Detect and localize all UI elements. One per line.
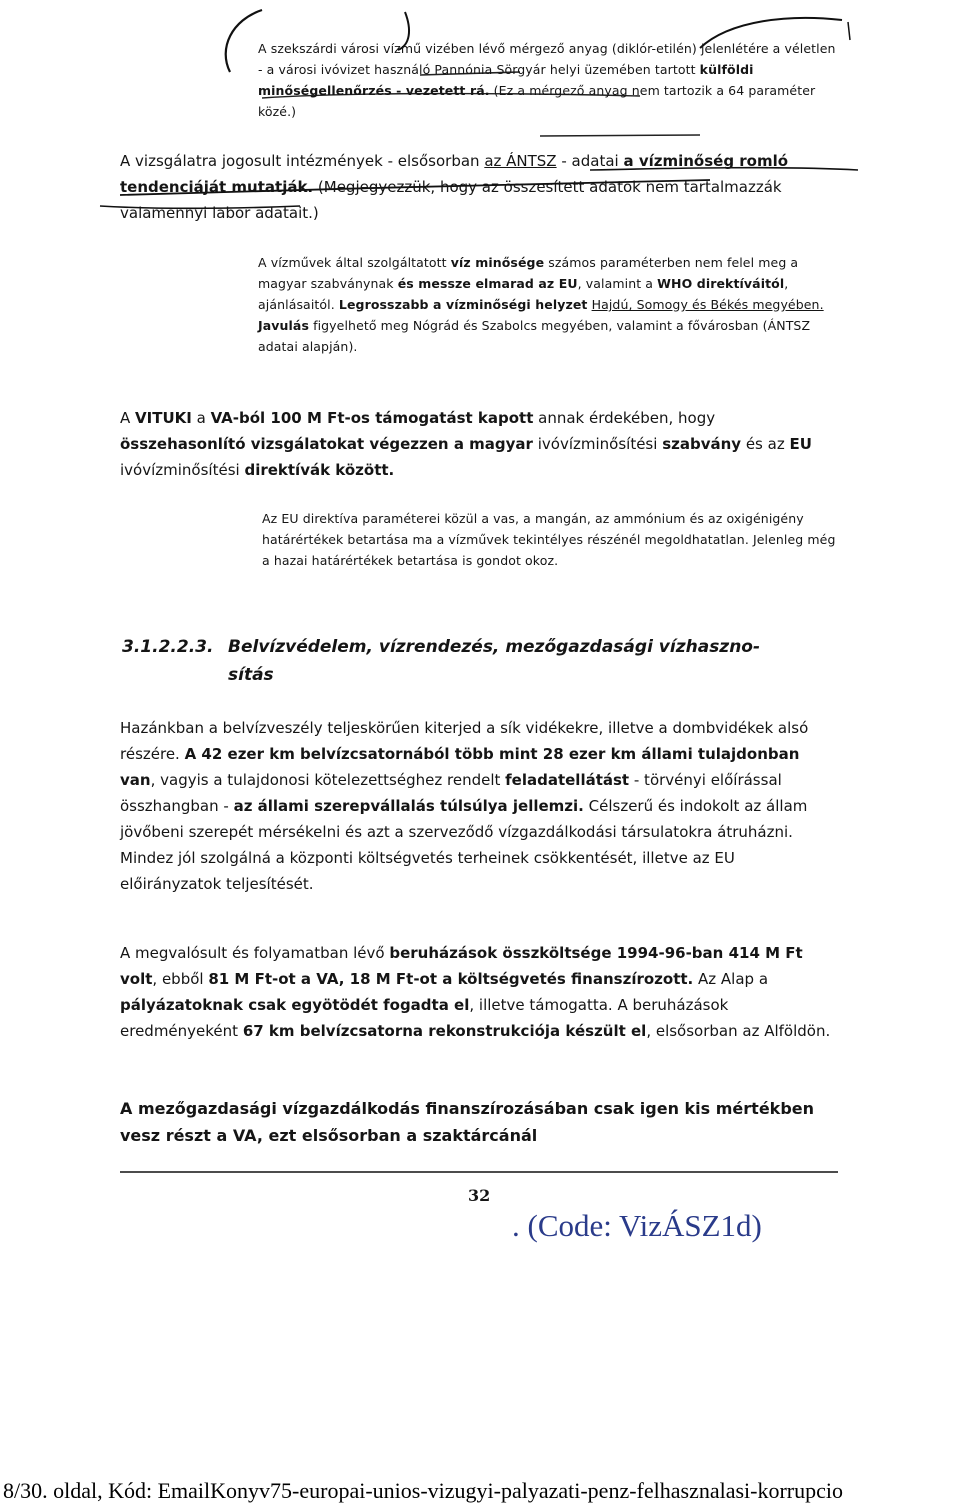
paragraph-water-quality bbox=[258, 252, 838, 357]
text-span-bold: külföldi minőségellenőrzés - vezetett rá. bbox=[258, 62, 754, 98]
text-span: , illetve támogatta. A beruházások eredményeként bbox=[120, 996, 729, 1040]
text-span-bold: a vízminőség romló tendenciáját mutatják. bbox=[120, 152, 789, 196]
text-span-underlined: Hajdú, Somogy és Békés megyében. bbox=[591, 297, 824, 312]
text-span-bold: összehasonlító vizsgálatokat végezzen a magyar bbox=[120, 435, 533, 453]
text-span-bold: és messze elmarad az EU bbox=[397, 276, 578, 291]
text-span-bold: A 42 ezer km belvízcsatornából több mint 28 ezer km állami tulajdonban van bbox=[120, 745, 800, 789]
text-span: (Megjegyezzük, hogy az összesített adatok nem tartalmazzák valamennyi labor adatait.) bbox=[120, 178, 782, 222]
text-span-bold: VITUKI bbox=[135, 409, 192, 427]
text-span: - törvényi előírással összhangban - bbox=[120, 771, 782, 815]
text-span-bold: EU bbox=[789, 435, 812, 453]
text-span-bold: Javulás bbox=[258, 318, 309, 333]
text-span: Célszerű és indokolt az állam jövőbeni szerepét mérsékelni és azt a szerveződő vízgazdálkodási társulatokra átruházni. Mindez jól szolgálná a központi költségvetés terheinek csökkentését, illetve az EU előirányzatok teljesítését. bbox=[120, 797, 808, 893]
text-span-bold: 81 M Ft-ot a VA, 18 M Ft-ot a költségvetés finanszírozott. bbox=[208, 970, 694, 988]
paragraph-vituki bbox=[120, 405, 840, 483]
handwritten-line-separator bbox=[540, 135, 700, 136]
text-span: A megvalósult és folyamatban lévő bbox=[120, 944, 390, 962]
section-heading bbox=[122, 633, 842, 689]
page-number: 32 bbox=[468, 1186, 491, 1205]
text-span: a bbox=[191, 409, 211, 427]
text-span: , elsősorban az Alföldön. bbox=[646, 1022, 831, 1040]
paragraph-agriculture: A mezőgazdasági vízgazdálkodás finanszírozásában csak igen kis mértékben vesz részt a VA, ezt elsősorban a szaktárcánál bbox=[120, 1099, 815, 1145]
handwritten-bracket-left bbox=[226, 10, 262, 72]
text-span-bold: az állami szerepvállalás túlsúlya jellemzi. bbox=[233, 797, 584, 815]
text-span: figyelhető meg Nógrád és Szabolcs megyében, valamint a fővárosban (ÁNTSZ adatai alapján). bbox=[258, 318, 811, 354]
text-span-bold: Legrosszabb a vízminőségi helyzet bbox=[338, 297, 588, 312]
section-title-line2: sítás bbox=[228, 665, 274, 685]
section-number: 3.1.2.2.3. bbox=[122, 637, 214, 657]
text-span: annak érdekében, hogy bbox=[533, 409, 716, 427]
text-span-bold: pályázatoknak csak egyötödét fogadta el bbox=[120, 996, 470, 1014]
text-span: A szekszárdi városi vízmű vizében lévő mérgező anyag (diklór-etilén) jelenlétére a véletlen - a városi ivóvizet használó Pannónia Sörgyár helyi üzemében tartott bbox=[258, 41, 836, 77]
text-span: , ajánlásaitól. bbox=[258, 276, 789, 312]
text-span: Az Alap a bbox=[693, 970, 769, 988]
text-span-bold: WHO direktíváitól bbox=[657, 276, 785, 291]
text-span-bold: szabvány bbox=[662, 435, 742, 453]
text-span-bold: 67 km belvízcsatorna rekonstrukciója készült el bbox=[242, 1022, 647, 1040]
text-span-bold: víz minősége bbox=[450, 255, 545, 270]
text-span-bold: beruházások összköltsége 1994-96-ban 414 M Ft volt bbox=[120, 944, 803, 988]
text-span: , vagyis a tulajdonosi kötelezettséghez rendelt bbox=[150, 771, 506, 789]
paragraph-investments bbox=[120, 940, 840, 1044]
text-span: A vizsgálatra jogosult intézmények - elsősorban bbox=[120, 152, 485, 170]
paragraph-intro bbox=[258, 38, 838, 122]
paragraph-belviz bbox=[120, 715, 840, 897]
text-span: és az bbox=[741, 435, 790, 453]
text-span: - adatai bbox=[556, 152, 624, 170]
text-span: számos paraméterben nem felel meg a magyar szabványnak bbox=[258, 255, 799, 291]
paragraph-antsz bbox=[120, 148, 840, 226]
text-span: A vízművek által szolgáltatott bbox=[258, 255, 451, 270]
text-span: ivóvízminősítési bbox=[532, 435, 663, 453]
text-span: Hazánkban a belvízveszély teljeskörűen kiterjed a sík vidékekre, illetve a dombvidékek alsó részére. bbox=[120, 719, 809, 763]
text-span: , ebből bbox=[152, 970, 209, 988]
text-span: A bbox=[120, 409, 136, 427]
section-title-line1: Belvízvédelem, vízrendezés, mezőgazdasági vízhaszno- bbox=[228, 637, 761, 657]
text-span: (Ez a mérgező anyag nem tartozik a 64 paraméter közé.) bbox=[258, 83, 816, 119]
text-span-bold: VA-ból 100 M Ft-os támogatást kapott bbox=[210, 409, 534, 427]
paragraph-eu-directive: Az EU direktíva paraméterei közül a vas, a mangán, az ammónium és az oxigénigény határértékek betartása ma a vízművek tekintélyes részénél megoldhatatlan. Jelenleg még a hazai határértékek betartása is gondot okoz. bbox=[262, 511, 836, 568]
text-span: ivóvízminősítési bbox=[120, 461, 245, 479]
text-span-bold: feladatellátást bbox=[505, 771, 630, 789]
text-span-underlined: az ÁNTSZ bbox=[484, 152, 557, 170]
handwritten-tick-right bbox=[848, 22, 850, 40]
code-label: . (Code: VizÁSZ1d) bbox=[512, 1208, 762, 1243]
text-span-bold: direktívák között. bbox=[244, 461, 395, 479]
footer-caption: 8/30. oldal, Kód: EmailKonyv75-europai-unios-vizugyi-palyazati-penz-felhasznalasi-korrupcio bbox=[3, 1478, 844, 1503]
text-span: , valamint a bbox=[577, 276, 658, 291]
